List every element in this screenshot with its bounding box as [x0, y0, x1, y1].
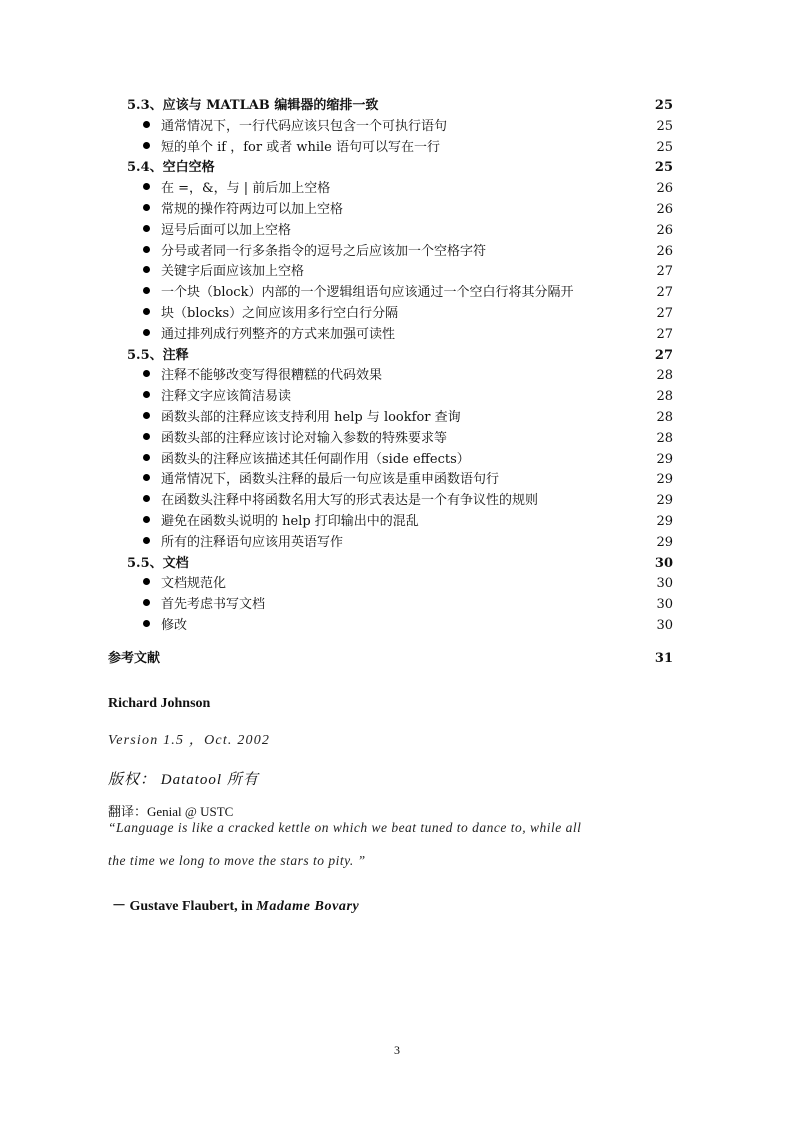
toc-entry-label: 5.5、文档 — [127, 555, 189, 571]
attribution-prefix: － Gustave Flaubert, in — [112, 899, 257, 914]
toc-item[interactable] — [0, 366, 794, 387]
toc-entry-text — [143, 242, 486, 263]
toc-entry-label: 避免在函数头说明的 help 打印输出中的混乱 — [161, 513, 419, 529]
author-name: Richard Johnson — [108, 696, 211, 711]
toc-entry-text — [143, 325, 395, 346]
bullet-icon — [143, 599, 150, 606]
toc-page-number: 26 — [656, 243, 673, 259]
bullet-icon — [143, 225, 150, 232]
bullet-icon — [143, 620, 150, 627]
toc-entry-text — [143, 470, 499, 491]
toc-item[interactable] — [0, 325, 794, 346]
bullet-icon — [143, 391, 150, 398]
toc-entry-label: 逗号后面可以加上空格 — [161, 222, 292, 238]
toc-page-number: 27 — [656, 285, 673, 301]
bullet-icon — [143, 537, 150, 544]
toc-entry-label: 通常情况下，一行代码应该只包含一个可执行语句 — [161, 118, 448, 134]
toc-entry-label: 常规的操作符两边可以加上空格 — [161, 201, 344, 217]
toc-entry-text — [143, 221, 291, 242]
toc-entry-text — [143, 304, 398, 325]
toc-page-number: 26 — [656, 181, 673, 197]
toc-page-number: 27 — [656, 326, 673, 342]
toc-item[interactable] — [0, 450, 794, 471]
toc-entry-text — [143, 138, 440, 159]
toc-entry-text — [143, 283, 573, 304]
toc-item[interactable] — [0, 574, 794, 595]
toc-entry-text — [143, 533, 343, 554]
bullet-icon — [143, 370, 150, 377]
toc-page-number: 28 — [656, 368, 673, 384]
toc-item[interactable] — [0, 470, 794, 491]
toc-item[interactable] — [0, 408, 794, 429]
toc-entry-label: 修改 — [161, 617, 188, 633]
toc-section[interactable] — [0, 158, 794, 179]
toc-page-number: 29 — [656, 493, 673, 509]
toc-entry-text — [143, 574, 226, 595]
toc-entry-label: 参考文献 — [108, 650, 161, 666]
toc-page-number: 30 — [656, 597, 673, 613]
toc-section[interactable] — [0, 96, 794, 117]
quote-line-2: the time we long to move the stars to pity. ” — [108, 853, 366, 868]
toc-item[interactable] — [0, 595, 794, 616]
toc-entry-label: 在函数头注释中将函数名用大写的形式表达是一个有争议性的规则 — [161, 493, 539, 509]
toc-entry-text — [143, 200, 343, 221]
bullet-icon — [143, 183, 150, 190]
toc-item[interactable] — [0, 616, 794, 637]
bullet-icon — [143, 474, 150, 481]
toc-entry-label: 所有的注释语句应该用英语写作 — [161, 534, 344, 550]
toc-entry-text — [127, 554, 189, 575]
toc-entry-text — [143, 262, 304, 283]
translator-line: 翻译：Genial @ USTC — [108, 804, 234, 819]
bullet-icon — [143, 329, 150, 336]
bullet-icon — [143, 266, 150, 273]
toc-entry-text — [143, 595, 265, 616]
toc-entry-label: 通过排列成行列整齐的方式来加强可读性 — [161, 326, 396, 342]
toc-entry-label: 5.5、注释 — [127, 347, 189, 363]
toc-page-number: 31 — [654, 650, 673, 666]
toc-entry-label: 关键字后面应该加上空格 — [161, 264, 305, 280]
toc-entry-label: 在 =，&，与 | 前后加上空格 — [161, 181, 331, 197]
toc-entry-text — [143, 512, 419, 533]
toc-entry-text — [127, 346, 189, 367]
quote-attribution — [112, 895, 359, 915]
toc-page-number: 29 — [656, 534, 673, 550]
toc-entry-label: 注释文字应该简洁易读 — [161, 389, 292, 405]
toc-page-number: 25 — [654, 160, 673, 176]
toc-entry-text — [143, 179, 330, 200]
toc-page-number: 30 — [656, 576, 673, 592]
toc-section[interactable] — [0, 554, 794, 575]
toc-page-number: 28 — [656, 409, 673, 425]
toc-entry-label: 5.3、应该与 MATLAB 编辑器的缩排一致 — [127, 98, 379, 113]
toc-page-number: 25 — [656, 139, 673, 155]
copyright-line: 版权： Datatool 所有 — [108, 772, 259, 788]
attribution-book: Madame Bovary — [256, 899, 360, 914]
toc-entry-label: 函数头的注释应该描述其任何副作用（side effects） — [161, 451, 470, 467]
bullet-icon — [143, 578, 150, 585]
toc-item[interactable] — [0, 512, 794, 533]
toc-entry-label: 一个块（block）内部的一个逻辑组语句应该通过一个空白行将其分隔开 — [161, 285, 574, 301]
toc-item[interactable] — [0, 200, 794, 221]
toc-item[interactable] — [0, 117, 794, 138]
toc-entry-text — [143, 616, 187, 637]
toc-page-number: 26 — [656, 222, 673, 238]
toc-item[interactable] — [0, 429, 794, 450]
bullet-icon — [143, 433, 150, 440]
toc-item[interactable] — [0, 491, 794, 512]
toc-entry-label: 函数头部的注释应该讨论对输入参数的特殊要求等 — [161, 430, 448, 446]
toc-entry-text — [143, 117, 447, 138]
bullet-icon — [143, 142, 150, 149]
toc-entry-label: 短的单个 if ，for 或者 while 语句可以写在一行 — [161, 139, 440, 155]
bullet-icon — [143, 308, 150, 315]
toc-page-number: 27 — [656, 305, 673, 321]
toc-item[interactable] — [0, 533, 794, 554]
table-of-contents — [0, 96, 794, 670]
toc-entry-text — [143, 408, 461, 429]
version-line: Version 1.5 ，Oct. 2002 — [108, 733, 271, 748]
toc-section[interactable] — [0, 346, 794, 367]
toc-entry-label: 首先考虑书写文档 — [161, 597, 266, 613]
toc-entry-label: 块（blocks）之间应该用多行空白行分隔 — [161, 305, 399, 321]
toc-item[interactable] — [0, 221, 794, 242]
page-number: 3 — [394, 1043, 400, 1057]
toc-page-number: 30 — [654, 555, 673, 571]
toc-page-number: 28 — [656, 430, 673, 446]
toc-item[interactable] — [0, 304, 794, 325]
toc-page-number: 29 — [656, 451, 673, 467]
toc-entry-label: 注释不能够改变写得很糟糕的代码效果 — [161, 368, 383, 384]
toc-entry-text — [143, 366, 382, 387]
bullet-icon — [143, 454, 150, 461]
toc-page-number: 26 — [656, 201, 673, 217]
toc-page-number: 30 — [656, 617, 673, 633]
bullet-icon — [143, 246, 150, 253]
toc-entry-text — [143, 450, 470, 471]
toc-page-number: 27 — [656, 264, 673, 280]
quote-line-1: “Language is like a cracked kettle on which we beat tuned to dance to, while all — [108, 820, 582, 835]
toc-item[interactable] — [0, 242, 794, 263]
toc-page-number: 25 — [654, 98, 673, 113]
bullet-icon — [143, 121, 150, 128]
toc-item[interactable] — [0, 387, 794, 408]
bullet-icon — [143, 204, 150, 211]
toc-entry-label: 函数头部的注释应该支持利用 help 与 lookfor 查询 — [161, 409, 461, 425]
toc-item[interactable] — [0, 179, 794, 200]
toc-page-number: 27 — [654, 347, 673, 363]
toc-entry-text — [108, 649, 160, 670]
bullet-icon — [143, 412, 150, 419]
toc-entry-text — [127, 158, 215, 179]
toc-entry-label: 通常情况下，函数头注释的最后一句应该是重申函数语句行 — [161, 472, 500, 488]
toc-page-number: 29 — [656, 513, 673, 529]
bullet-icon — [143, 287, 150, 294]
bullet-icon — [143, 495, 150, 502]
toc-chapter[interactable] — [0, 649, 794, 670]
toc-page-number: 25 — [656, 118, 673, 134]
toc-entry-label: 分号或者同一行多条指令的逗号之后应该加一个空格字符 — [161, 243, 487, 259]
toc-item[interactable] — [0, 138, 794, 159]
toc-entry-label: 文档规范化 — [161, 576, 227, 592]
toc-entry-text — [143, 491, 538, 512]
bullet-icon — [143, 516, 150, 523]
toc-entry-label: 5.4、空白空格 — [127, 160, 215, 176]
toc-entry-text — [127, 96, 378, 117]
toc-entry-text — [143, 387, 291, 408]
toc-page-number: 28 — [656, 389, 673, 405]
toc-entry-text — [143, 429, 447, 450]
toc-item[interactable] — [0, 283, 794, 304]
toc-page-number: 29 — [656, 472, 673, 488]
toc-item[interactable] — [0, 262, 794, 283]
